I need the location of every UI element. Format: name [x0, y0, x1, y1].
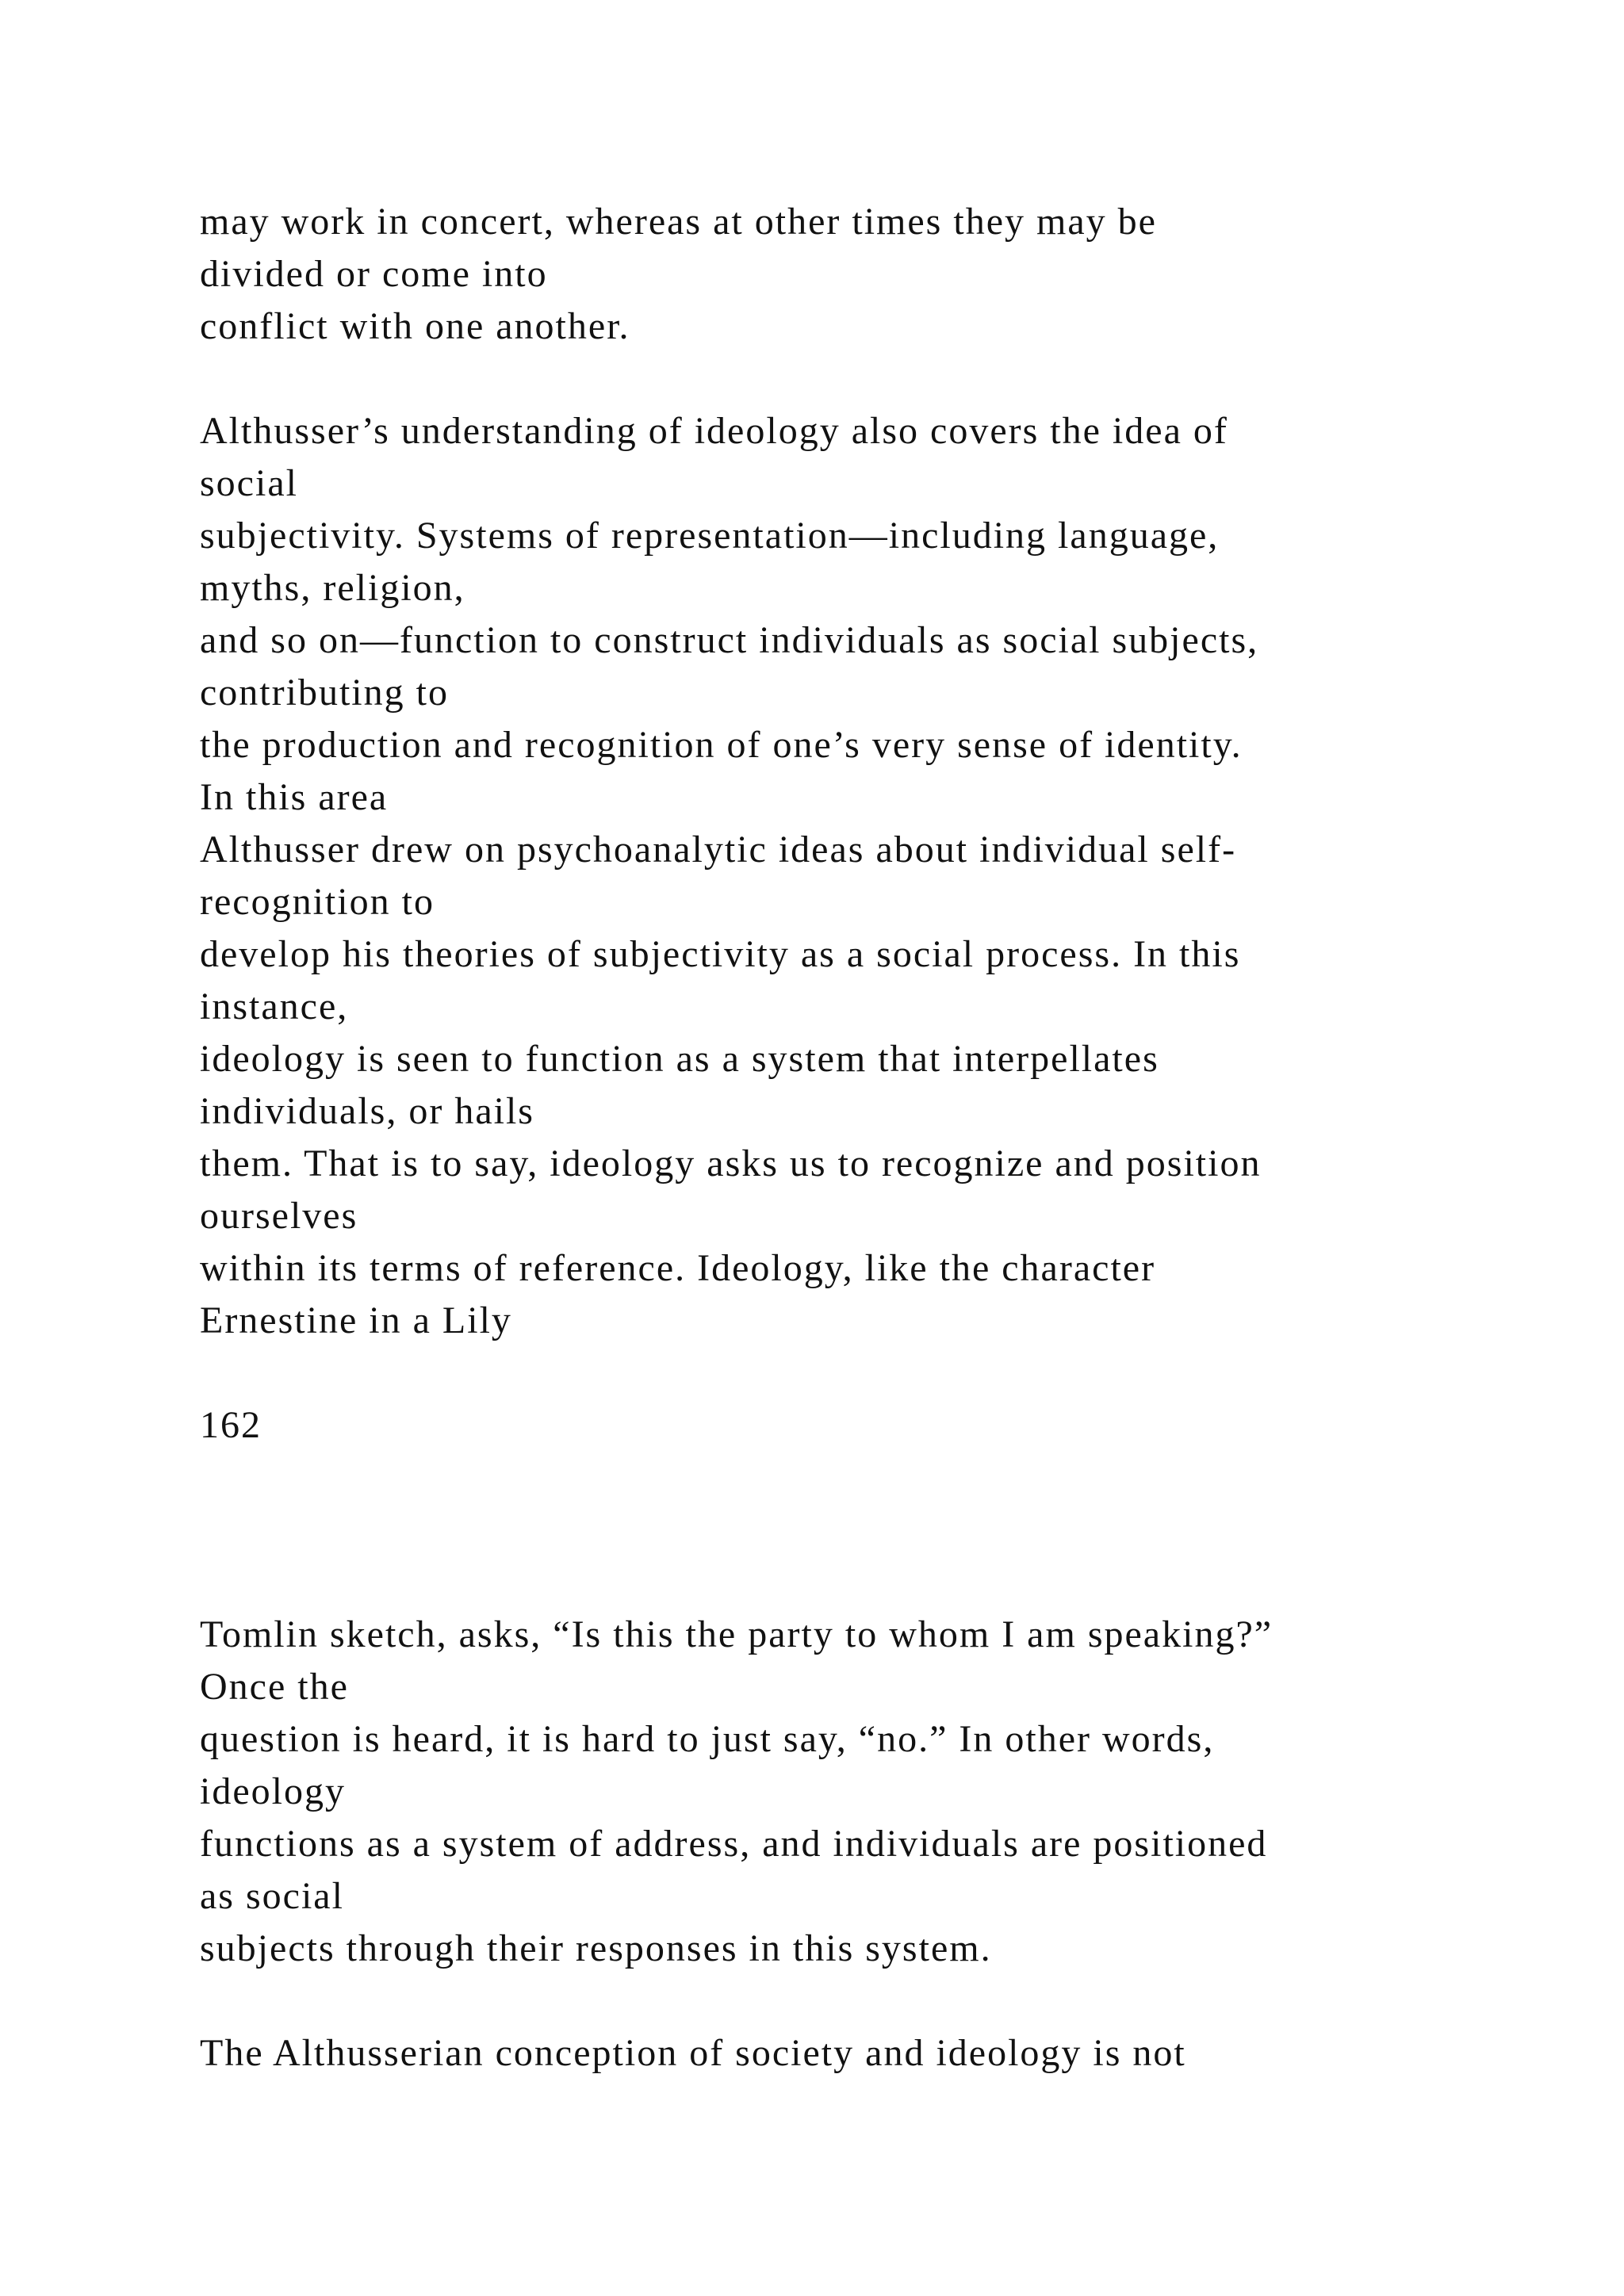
text-line: conflict with one another. [200, 305, 630, 347]
text-line: Althusser drew on psychoanalytic ideas about individual self- [200, 828, 1237, 871]
text-line: them. That is to say, ideology asks us to recognize and position [200, 1142, 1262, 1184]
text-line: individuals, or hails [200, 1090, 534, 1132]
text-line: may work in concert, whereas at other times they may be [200, 201, 1157, 243]
text-line: ideology [200, 1770, 346, 1812]
text-line: social [200, 462, 298, 504]
text-line: instance, [200, 985, 349, 1027]
text-line: the production and recognition of one’s very sense of identity. [200, 724, 1243, 766]
text-line: recognition to [200, 881, 435, 923]
text-line: Ernestine in a Lily [200, 1299, 512, 1341]
text-line: subjects through their responses in this system. [200, 1927, 992, 1969]
page-number: 162 [200, 1404, 262, 1446]
text-line: ourselves [200, 1195, 358, 1237]
text-line: divided or come into [200, 253, 548, 295]
text-line: develop his theories of subjectivity as a social process. In this [200, 933, 1241, 975]
text-line: The Althusserian conception of society and ideology is not [200, 2032, 1186, 2074]
text-line: as social [200, 1875, 344, 1917]
text-line: functions as a system of address, and individuals are positioned [200, 1823, 1268, 1865]
text-line: within its terms of reference. Ideology, like the character [200, 1247, 1156, 1289]
text-line: Althusser’s understanding of ideology also covers the idea of [200, 410, 1228, 452]
text-line: Once the [200, 1666, 349, 1708]
text-line: ideology is seen to function as a system that interpellates [200, 1038, 1159, 1080]
text-line: subjectivity. Systems of representation—including language, [200, 515, 1220, 557]
text-line: Tomlin sketch, asks, “Is this the party to whom I am speaking?” [200, 1613, 1274, 1655]
text-line: In this area [200, 776, 389, 818]
text-line: contributing to [200, 672, 449, 714]
text-line: question is heard, it is hard to just say, “no.” In other words, [200, 1718, 1215, 1760]
text-line: myths, religion, [200, 567, 465, 609]
text-line: and so on—function to construct individuals as social subjects, [200, 619, 1259, 661]
